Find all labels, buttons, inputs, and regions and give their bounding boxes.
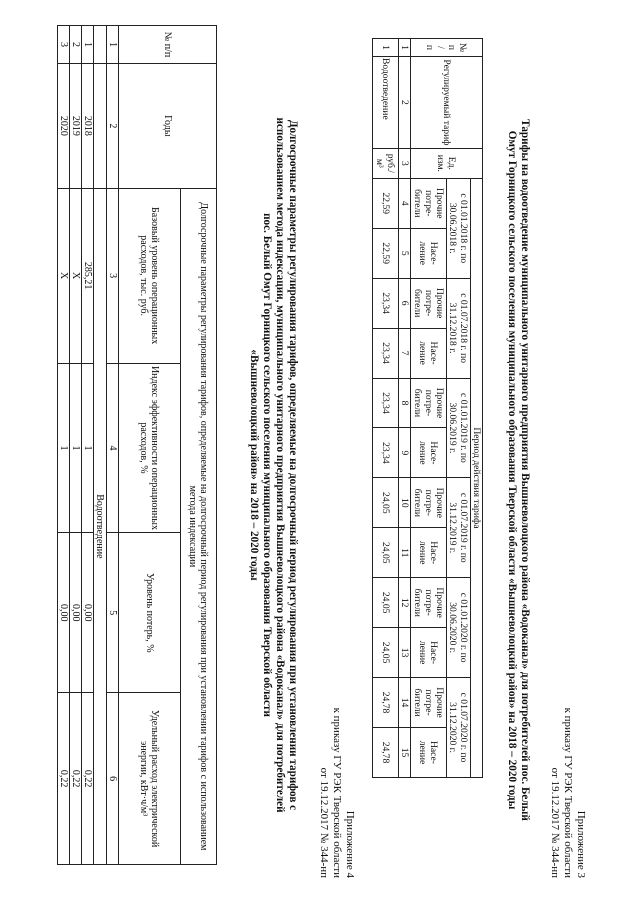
row-value: 23,34 xyxy=(373,428,399,478)
row-value: 22,59 xyxy=(373,178,399,228)
row-value: 24,05 xyxy=(373,578,399,628)
col-no-label: № xyxy=(457,42,469,53)
col-index-header: Индекс эффективности операционных расходов, % xyxy=(119,363,181,533)
table-row xyxy=(82,26,94,865)
col-number: 6 xyxy=(107,693,119,865)
sub-pop: Насе- ление xyxy=(411,727,447,777)
row-no: 3 xyxy=(58,26,70,64)
row-base: Х xyxy=(58,188,70,363)
col-no-sub-1: п xyxy=(446,44,458,51)
table-row xyxy=(373,39,399,778)
col-unit-header: Ед. изм. xyxy=(411,148,483,178)
col-number: 13 xyxy=(399,628,411,678)
row-value: 23,34 xyxy=(373,378,399,428)
col-number: 1 xyxy=(107,26,119,64)
section-label: Водоотведение xyxy=(94,188,107,864)
col-no-header: № п/п xyxy=(119,26,217,64)
appendix-3-line3: от 19.12.2017 № 344-нп xyxy=(549,767,561,878)
row-year: 2018 xyxy=(82,63,94,188)
row-base: Х xyxy=(70,188,82,363)
col-no-header xyxy=(411,39,483,57)
sub-pop: Насе- ление xyxy=(411,328,447,378)
sub-pop: Насе- ление xyxy=(411,228,447,278)
row-base: 285,21 xyxy=(82,188,94,363)
col-number: 3 xyxy=(107,188,119,363)
table-row xyxy=(70,26,82,865)
group-header: Долгосрочные параметры регулирования тарифов, определяемые на долгосрочный период регулирования при установлении тарифов с использованием метода индексации xyxy=(181,188,217,864)
col-number: 15 xyxy=(399,727,411,777)
period-header: Период действия тарифа xyxy=(471,178,483,777)
period-6: с 01.07.2020 г. по 31.12.2020 г. xyxy=(447,678,471,778)
section-blank xyxy=(94,26,107,64)
sub-other: Прочие потре- бители xyxy=(411,178,447,228)
sub-other: Прочие потре- бители xyxy=(411,378,447,428)
row-no: 2 xyxy=(70,26,82,64)
row-year: 2020 xyxy=(58,63,70,188)
table-2-title-line1: Долгосрочные параметры регулирования тарифов, определяемые на долгосрочный период регулирования при установлении тарифов с xyxy=(287,119,299,811)
col-number: 8 xyxy=(399,378,411,428)
row-index: 1 xyxy=(70,363,82,533)
row-elec: 0,22 xyxy=(58,693,70,865)
row-loss: 0,00 xyxy=(70,533,82,693)
row-index: 1 xyxy=(58,363,70,533)
col-number: 4 xyxy=(399,178,411,228)
row-index: 1 xyxy=(82,363,94,533)
row-value: 23,34 xyxy=(373,278,399,328)
appendix-4-line3: от 19.12.2017 № 344-нп xyxy=(318,767,330,878)
row-value: 24,05 xyxy=(373,528,399,578)
section-blank xyxy=(94,63,107,188)
sub-other: Прочие потре- бители xyxy=(411,478,447,528)
col-number: 14 xyxy=(399,678,411,728)
appendix-4-header xyxy=(317,560,356,878)
parameters-table xyxy=(57,25,217,865)
col-tariff-header: Регулируемый тариф xyxy=(411,56,483,148)
table-2-title-line3: пос. Белый Омут Горницкого сельского поселения муниципального образования Тверской области xyxy=(261,213,273,717)
period-2: с 01.07.2018 г. по 31.12.2018 г. xyxy=(447,278,471,378)
appendix-3-line2: к приказу ГУ РЭК Тверской области xyxy=(562,707,574,878)
row-name: Водоотведение xyxy=(373,56,399,148)
row-value: 24,05 xyxy=(373,478,399,528)
appendix-3-header xyxy=(548,560,587,878)
col-number: 12 xyxy=(399,578,411,628)
col-number: 5 xyxy=(107,533,119,693)
sub-pop: Насе- ление xyxy=(411,528,447,578)
period-4: с 01.07.2019 г. по 31.12.2019 г. xyxy=(447,478,471,578)
row-elec: 0,22 xyxy=(82,693,94,865)
col-number: 11 xyxy=(399,528,411,578)
col-years-header: Годы xyxy=(119,63,217,188)
table-2-title-line2: использованием метода индексации, муниципального унитарного предприятия Вышневолоцкого района «Водоканал» для потребителей xyxy=(274,117,286,813)
col-number: 7 xyxy=(399,328,411,378)
row-no: 1 xyxy=(82,26,94,64)
period-1: с 01.01.2018 г. по 30.06.2018 г. xyxy=(447,178,471,278)
row-value: 22,59 xyxy=(373,228,399,278)
sub-other: Прочие потре- бители xyxy=(411,578,447,628)
row-loss: 0,00 xyxy=(82,533,94,693)
row-elec: 0,22 xyxy=(70,693,82,865)
col-number: 5 xyxy=(399,228,411,278)
table-1-title xyxy=(505,70,531,870)
col-elec-header: Удельный расход электрической энергии, кВт·ч/м³ xyxy=(119,693,181,865)
col-number: 2 xyxy=(399,56,411,148)
col-number: 1 xyxy=(399,39,411,57)
row-loss: 0,00 xyxy=(58,533,70,693)
col-number: 2 xyxy=(107,63,119,188)
row-value: 24,05 xyxy=(373,628,399,678)
appendix-4-line2: к приказу ГУ РЭК Тверской области xyxy=(331,707,343,878)
row-value: 24,78 xyxy=(373,678,399,728)
row-value: 24,78 xyxy=(373,727,399,777)
appendix-3-line1: Приложение 3 xyxy=(575,810,587,878)
table-row xyxy=(58,26,70,865)
col-number: 3 xyxy=(399,148,411,178)
row-value: 23,34 xyxy=(373,328,399,378)
col-number: 9 xyxy=(399,428,411,478)
col-loss-header: Уровень потерь, % xyxy=(119,533,181,693)
col-base-header: Базовый уровень операционных расходов, тыс. руб. xyxy=(119,188,181,363)
period-3: с 01.01.2019 г. по 30.06.2019 г. xyxy=(447,378,471,478)
table-1-title-line1: Тарифы на водоотведение муниципального унитарного предприятия Вышневолоцкого района «Водоканал» для потребителей пос. Белый xyxy=(519,119,531,821)
appendix-4-line1: Приложение 4 xyxy=(344,810,356,878)
table-2-title xyxy=(247,55,299,875)
table-2-title-line4: «Вышневолоцкий район» на 2018 – 2020 годы xyxy=(248,349,260,581)
col-number: 6 xyxy=(399,278,411,328)
sub-pop: Насе- ление xyxy=(411,428,447,478)
col-no-sub-2: / xyxy=(435,46,447,49)
col-no-sub-3: п xyxy=(424,44,436,51)
sub-other: Прочие потре- бители xyxy=(411,278,447,328)
period-5: с 01.01.2020 г. по 30.06.2020 г. xyxy=(447,578,471,678)
col-number: 4 xyxy=(107,363,119,533)
row-year: 2019 xyxy=(70,63,82,188)
sub-other: Прочие потре- бители xyxy=(411,678,447,728)
row-no: 1 xyxy=(373,39,399,57)
table-1-title-line2: Омут Горницкого сельского поселения муниципального образования Тверской области «Вышневолоцкий район» на 2018 – 2020 годы xyxy=(506,130,518,810)
tariff-table xyxy=(372,38,483,778)
sub-pop: Насе- ление xyxy=(411,628,447,678)
row-unit: руб./ м³ xyxy=(373,148,399,178)
col-number: 10 xyxy=(399,478,411,528)
